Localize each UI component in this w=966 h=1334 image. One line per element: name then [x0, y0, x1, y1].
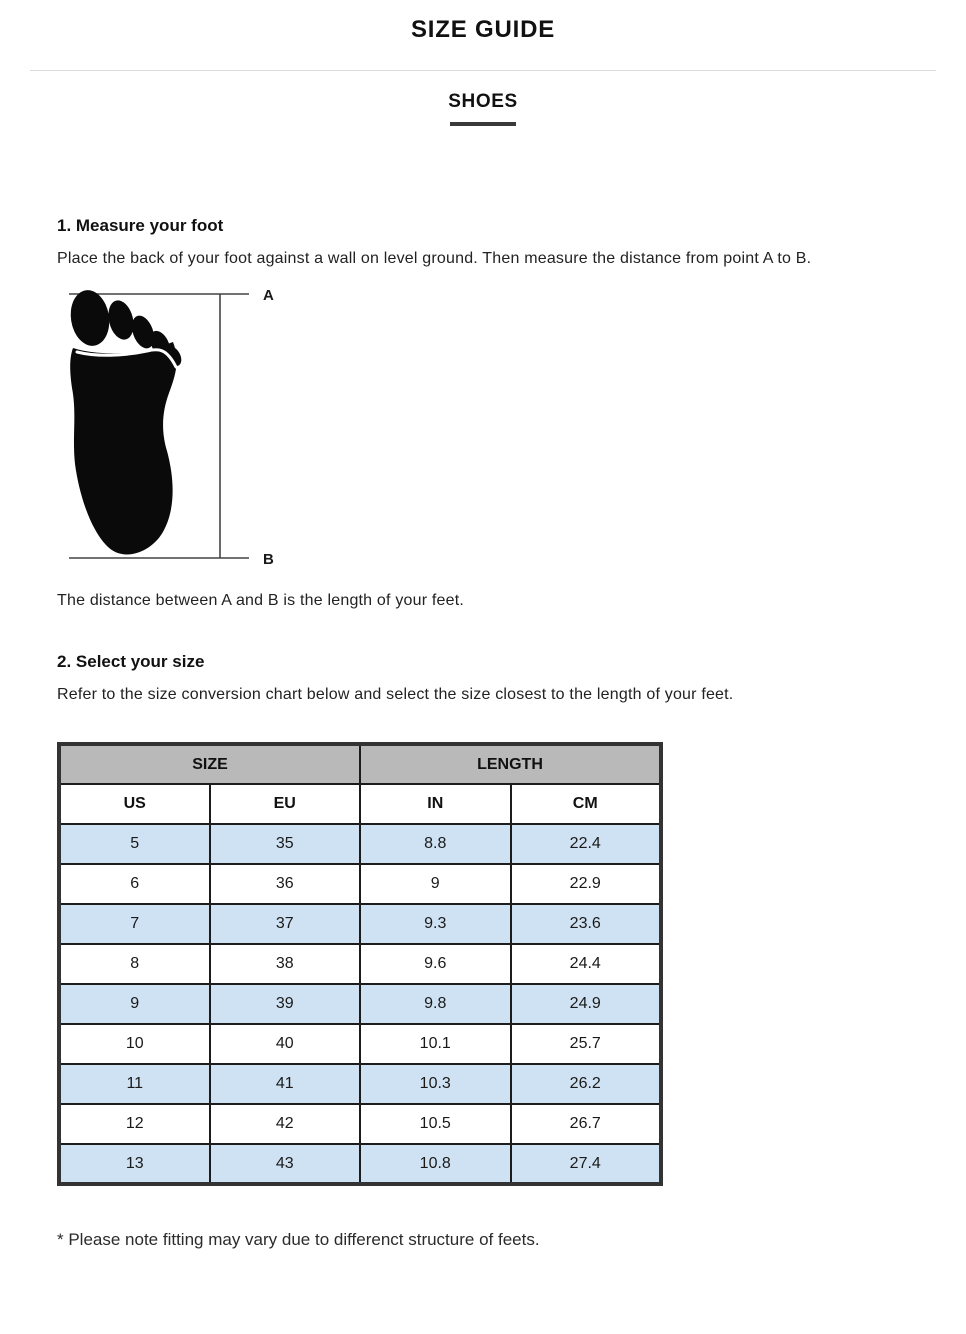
group-header-size: SIZE [59, 744, 360, 784]
section-1-body: Place the back of your foot against a wall on level ground. Then measure the distance from point A to B. [57, 250, 812, 267]
table-cell: 8.8 [360, 824, 511, 864]
table-cell: 9.3 [360, 904, 511, 944]
table-cell: 10 [59, 1024, 210, 1064]
table-cell: 9 [59, 984, 210, 1024]
category-title: SHOES [448, 91, 518, 112]
column-header-in: IN [360, 784, 511, 824]
table-cell: 22.4 [511, 824, 662, 864]
table-cell: 10.3 [360, 1064, 511, 1104]
group-header-length: LENGTH [360, 744, 661, 784]
table-cell: 41 [210, 1064, 361, 1104]
table-row [59, 984, 661, 1024]
table-cell: 26.7 [511, 1104, 662, 1144]
point-b-label: B [263, 551, 274, 568]
table-cell: 27.4 [511, 1144, 662, 1184]
table-row [59, 1104, 661, 1144]
table-cell: 26.2 [511, 1064, 662, 1104]
table-cell: 13 [59, 1144, 210, 1184]
table-cell: 25.7 [511, 1024, 662, 1064]
table-cell: 9.8 [360, 984, 511, 1024]
table-row [59, 1144, 661, 1184]
table-row [59, 1064, 661, 1104]
table-cell: 9 [360, 864, 511, 904]
table-cell: 11 [59, 1064, 210, 1104]
table-cell: 10.8 [360, 1144, 511, 1184]
column-header-cm: CM [511, 784, 662, 824]
table-cell: 9.6 [360, 944, 511, 984]
size-conversion-table [57, 742, 663, 1186]
table-row [59, 904, 661, 944]
table-cell: 8 [59, 944, 210, 984]
table-cell: 40 [210, 1024, 361, 1064]
table-cell: 12 [59, 1104, 210, 1144]
table-cell: 43 [210, 1144, 361, 1184]
table-column-header-row [59, 784, 661, 824]
table-cell: 5 [59, 824, 210, 864]
table-cell: 10.1 [360, 1024, 511, 1064]
table-cell: 22.9 [511, 864, 662, 904]
table-body [59, 824, 661, 1184]
table-cell: 24.4 [511, 944, 662, 984]
table-cell: 24.9 [511, 984, 662, 1024]
table-row [59, 1024, 661, 1064]
table-cell: 23.6 [511, 904, 662, 944]
header-divider [30, 70, 936, 71]
table-row [59, 824, 661, 864]
page-title: SIZE GUIDE [410, 16, 556, 43]
point-a-label: A [263, 287, 274, 304]
table-row [59, 944, 661, 984]
table-cell: 6 [59, 864, 210, 904]
table-cell: 36 [210, 864, 361, 904]
table-row [59, 864, 661, 904]
section-2-heading: 2. Select your size [57, 652, 205, 671]
table-cell: 37 [210, 904, 361, 944]
footprint-icon [67, 287, 185, 554]
column-header-eu: EU [210, 784, 361, 824]
foot-measure-diagram [57, 286, 297, 572]
section-2-body: Refer to the size conversion chart below and select the size closest to the length of your feet. [57, 686, 734, 703]
diagram-caption: The distance between A and B is the length of your feet. [57, 592, 465, 609]
table-cell: 38 [210, 944, 361, 984]
table-cell: 10.5 [360, 1104, 511, 1144]
table-cell: 39 [210, 984, 361, 1024]
footnote: * Please note fitting may vary due to differenct structure of feets. [57, 1230, 540, 1249]
table-group-header-row [59, 744, 661, 784]
table-cell: 35 [210, 824, 361, 864]
table-cell: 7 [59, 904, 210, 944]
column-header-us: US [59, 784, 210, 824]
section-1-heading: 1. Measure your foot [57, 216, 224, 235]
table-cell: 42 [210, 1104, 361, 1144]
category-underline [450, 122, 516, 126]
